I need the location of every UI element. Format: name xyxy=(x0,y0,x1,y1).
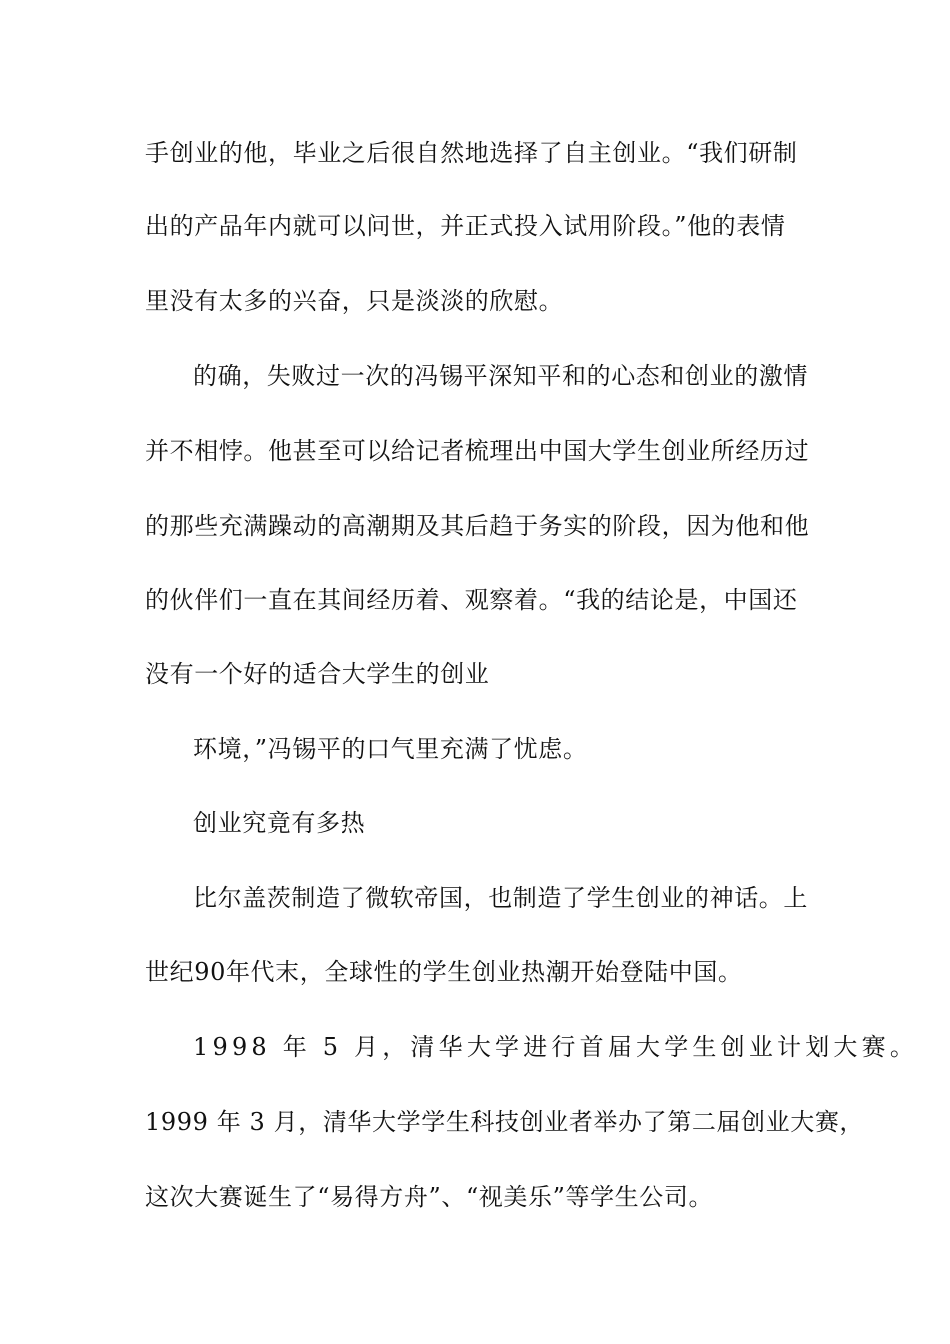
text-line-3: 里没有太多的兴奋，只是淡淡的欣慰。 xyxy=(145,287,564,315)
text-line-1: 手创业的他，毕业之后很自然地选择了自主创业。“我们研制 xyxy=(145,139,798,167)
text-line-14: 1999 年 3 月，清华大学学生科技创业者举办了第二届创业大赛， xyxy=(145,1108,865,1136)
text-line-7: 的伙伴们一直在其间经历着、观察着。“我的结论是，中国还 xyxy=(145,586,798,614)
text-line-12: 世纪90年代末，全球性的学生创业热潮开始登陆中国。 xyxy=(145,958,743,986)
text-line-11: 比尔盖茨制造了微软帝国，也制造了学生创业的神话。上 xyxy=(193,884,808,912)
text-line-15: 这次大赛诞生了“易得方舟”、“视美乐”等学生公司。 xyxy=(145,1183,714,1211)
text-line-8: 没有一个好的适合大学生的创业 xyxy=(145,660,490,688)
text-line-4: 的确，失败过一次的冯锡平深知平和的心态和创业的激情 xyxy=(193,362,808,390)
text-line-9: 环境，”冯锡平的口气里充满了忧虑。 xyxy=(193,735,588,763)
text-line-2: 出的产品年内就可以问世，并正式投入试用阶段。”他的表情 xyxy=(145,212,786,240)
text-line-5: 并不相悖。他甚至可以给记者梳理出中国大学生创业所经历过 xyxy=(145,437,810,465)
text-line-13: 1998 年 5 月，清华大学进行首届大学生创业计划大赛。 xyxy=(193,1033,919,1061)
section-heading: 创业究竟有多热 xyxy=(193,809,366,837)
text-line-6: 的那些充满躁动的高潮期及其后趋于务实的阶段，因为他和他 xyxy=(145,512,810,540)
